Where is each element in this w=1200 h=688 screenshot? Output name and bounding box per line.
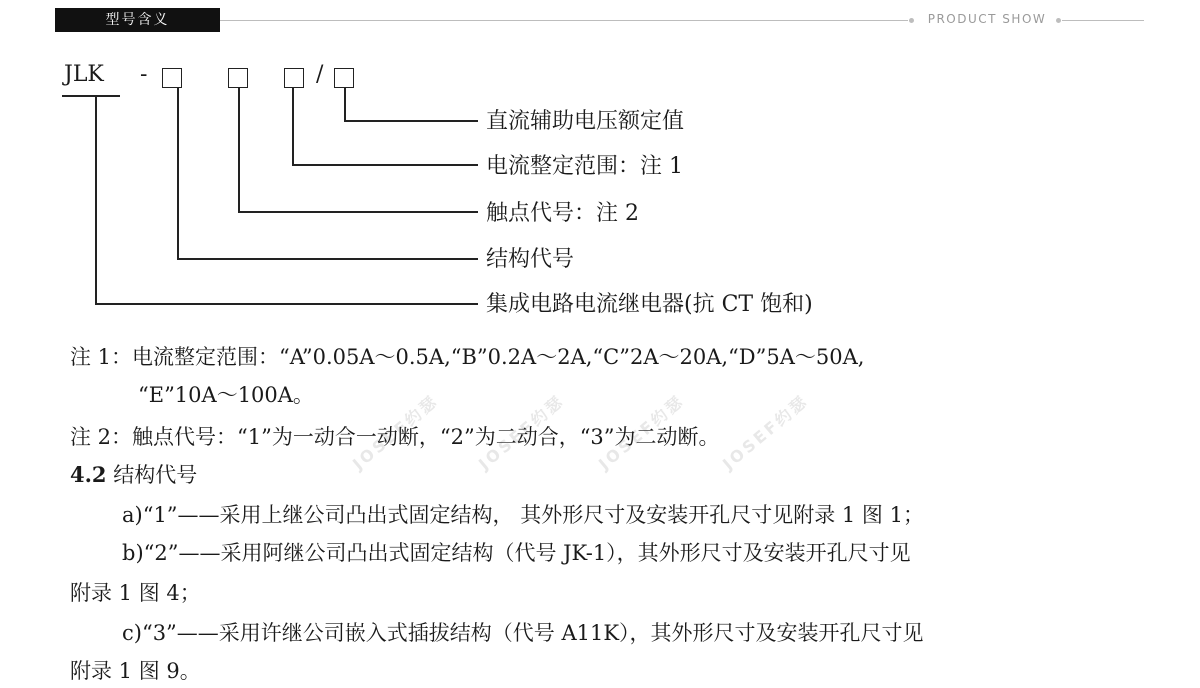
connector-current-h [292,164,478,166]
structure-item-c-line-2: 附录 1 图 9。 [70,659,201,683]
label-structure-code: 结构代号 [486,247,575,272]
label-contact-code: 触点代号：注 2 [486,201,639,226]
label-relay-type: 集成电路电流继电器(抗 CT 饱和) [486,292,813,317]
label-current-range: 电流整定范围：注 1 [486,154,683,179]
section-title: 结构代号 [113,463,198,487]
connector-current-v [292,88,294,165]
prefix-underline [62,95,120,97]
note-2: 注 2：触点代号：“1”为一动合一动断，“2”为二动合，“3”为二动断。 [70,425,720,449]
code-box-voltage [334,68,354,88]
watermark: JOSEF约瑟 [718,390,813,474]
structure-item-b-line-1: b)“2”——采用阿继公司凸出式固定结构（代号 JK-1），其外形尺寸及安装开孔尺寸见 [122,541,911,565]
structure-item-c-line-1: c)“3”——采用许继公司嵌入式插拔结构（代号 A11K），其外形尺寸及安装开孔尺寸见 [122,621,924,645]
connector-prefix-h [95,303,478,305]
connector-contact-v [238,88,240,212]
model-code-diagram [0,0,1200,330]
note-1-line-1: 注 1：电流整定范围：“A”0.05A～0.5A,“B”0.2A～2A,“C”2A～20A,“D”5A～50A, [70,345,865,369]
code-box-current [284,68,304,88]
watermark: JOSEF约瑟 [474,390,569,474]
connector-structure-h [177,258,478,260]
watermark: JOSEF约瑟 [594,390,689,474]
structure-item-a: a)“1”——采用上继公司凸出式固定结构， 其外形尺寸及安装开孔尺寸见附录 1 图 1； [122,503,924,527]
code-box-contact [228,68,248,88]
model-slash: / [316,62,324,87]
code-box-structure [162,68,182,88]
note-1-line-2: “E”10A～100A。 [138,383,314,407]
connector-structure-v [177,88,179,259]
connector-contact-h [238,211,478,213]
connector-voltage-h [344,120,478,122]
watermark: JOSEF约瑟 [348,390,443,474]
section-header-title: 型号含义 [105,12,170,28]
label-dc-aux-voltage: 直流辅助电压额定值 [486,109,685,134]
section-heading [70,459,197,489]
structure-item-b-line-2: 附录 1 图 4； [70,581,201,605]
connector-prefix-v [95,96,97,304]
section-number: 4.2 [70,462,107,487]
header-subtitle: PRODUCT SHOW [927,12,1047,26]
model-prefix: JLK [64,62,104,87]
connector-voltage-v [344,88,346,121]
model-dash: - [140,62,148,87]
